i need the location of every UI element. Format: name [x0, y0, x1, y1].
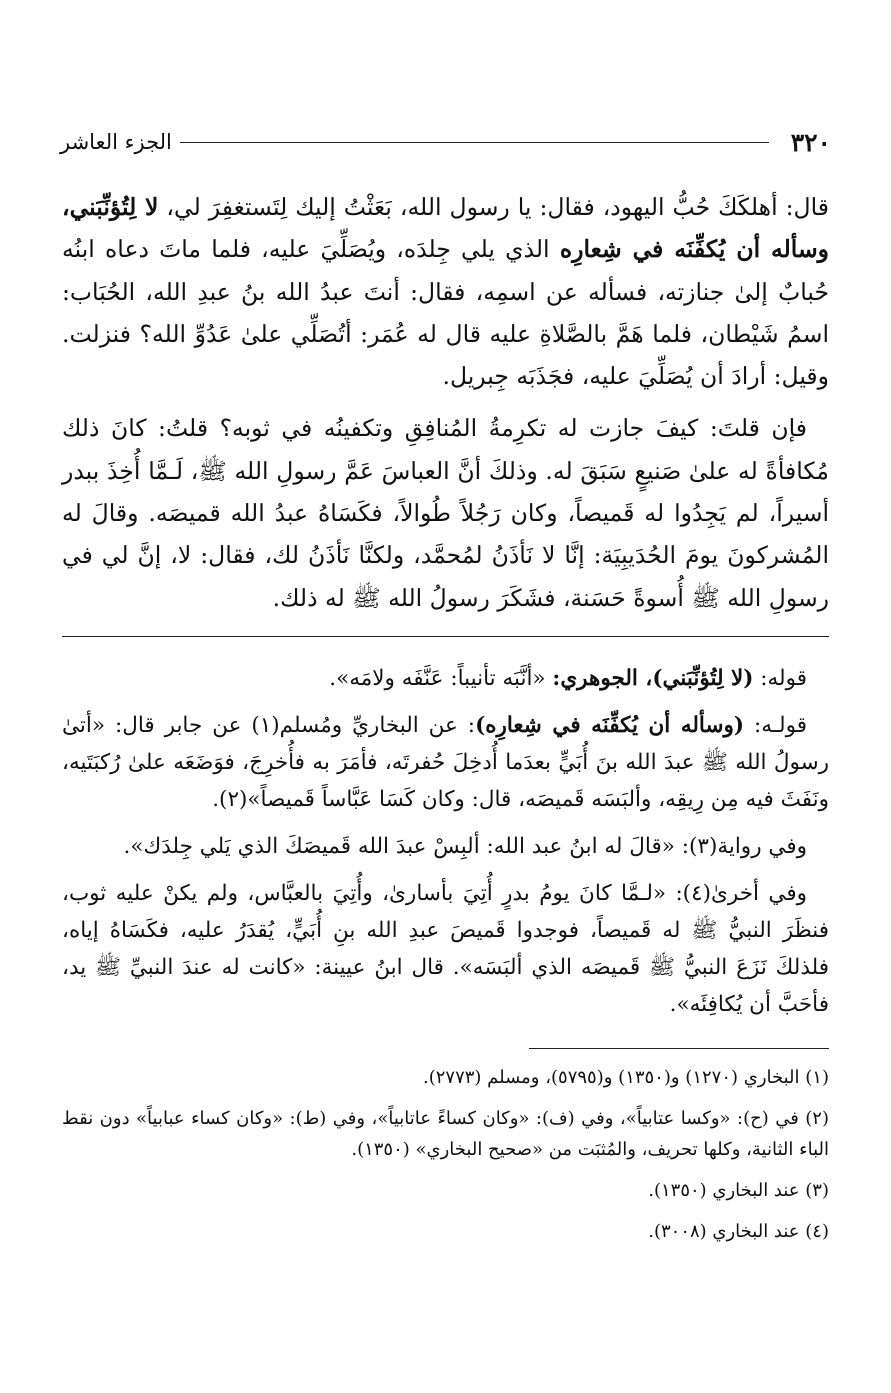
footnote-separator — [529, 1048, 829, 1049]
footnote-2: (٢) في (ح): «وكسا عتابياً»، وفي (ف): «وكان كساءً عاتابياً»، وفي (ط): «وكان كساء عبابياً» دون نقط الباء الثانية، وكلها تحريف، والمُثبَت من «صحيح البخاري» (١٣٥٠). — [62, 1108, 829, 1160]
commentary-note-1-prefix: قوله: — [753, 666, 807, 691]
commentary-separator — [62, 636, 829, 637]
commentary-note-2-lemma: (وسأله أن يُكفِّنَه في شِعارِه) — [475, 713, 745, 738]
page-header — [60, 122, 831, 162]
commentary-note-4: وفي أخرىٰ(٤): «لـمَّا كانَ يومُ بدرٍ أُتِيَ بأسارىٰ، وأُتِيَ بالعبَّاس، ولم يكنْ عليه ثوب، فنظَرَ النبيُّ ﷺ له قَميصاً، فوجدوا قَميصَ عبدِ الله بنِ أُبَيٍّ، يُقدَرُ عليه، فكَسَاهُ إياه، فلذلكَ نَزَعَ النبيُّ ﷺ قَميصَه الذي ألبَسَه». قال ابنُ عيينة: «كانت له عندَ النبيِّ ﷺ يد، فأحَبَّ أن يُكافِئَه». — [62, 881, 829, 1017]
commentary-note-2-prefix: قولـه: — [744, 713, 807, 738]
page-number: ٣٢٠ — [790, 127, 831, 157]
footnote-3: (٣) عند البخاري (١٣٥٠). — [648, 1180, 829, 1201]
main-paragraph-1-start: قال: أهلكَكَ حُبُّ اليهود، فقال: يا رسول الله، بَعَثْتُ إليك لِتَستغفِرَ لي، — [158, 193, 829, 221]
commentary-note-1-text: «أنَّبَه تأنيباً: عَنَّفَه ولامَه». — [329, 666, 553, 691]
main-paragraph-1 — [62, 186, 829, 397]
footnote-4: (٤) عند البخاري (٣٠٠٨). — [648, 1221, 829, 1242]
commentary-note-2 — [62, 707, 829, 818]
footnotes — [62, 1062, 829, 1257]
commentary-note-1-lemma: (لا لِتُؤنِّبَني)، الجوهري: — [552, 666, 754, 691]
main-paragraph-1-end: الذي يلي جِلدَه، ويُصَلِّيَ عليه، فلما ماتَ دعاه ابنُه حُبابٌ إلىٰ جنازته، فسأله عن اسمِه، فقال: أنتَ عبدُ الله بنُ عبدِ الله، الحُبَاب: اسمُ شَيْطان، فلما هَمَّ بالصَّلاةِ عليه قال له عُمَر: أتُصَلِّي علىٰ عَدُوِّ الله؟ فنزلت. وقيل: أرادَ أن يُصَلِّيَ عليه، فجَذَبَه جِبريل. — [62, 235, 829, 391]
commentary-note-2-text: : عن البخاريِّ ومُسلم(١) عن جابر قال: «أتىٰ رسولُ الله ﷺ عبدَ الله بنَ أُبَيٍّ بعدَما أُدخِلَ حُفرتَه، فأمَرَ به فأُخرِجَ، فوَضَعَه علىٰ رُكبَتَيه، ونَفَثَ فيه مِن رِيقِه، وألبَسَه قَميصَه، قال: وكان كَسَا عَبَّاساً قَميصاً»(٢). — [62, 713, 829, 812]
commentary-note-1 — [62, 660, 829, 697]
footnote-1: (١) البخاري (١٢٧٠) و(١٣٥٠) و(٥٧٩٥)، ومسلم (٢٧٧٣). — [422, 1067, 829, 1088]
main-text — [62, 186, 829, 619]
main-paragraph-1-keyword: لا لِتُؤنِّبَني، وسأله أن يُكفِّنَه في شِعارِه — [62, 193, 830, 264]
commentary-note-3: وفي رواية(٣): «قالَ له ابنُ عبد الله: ألبِسْ عبدَ الله قَميصَكَ الذي يَلي جِلدَك». — [123, 834, 807, 859]
commentary — [62, 660, 829, 1033]
header-rule — [180, 142, 769, 143]
running-title: الجزء العاشر — [60, 130, 172, 154]
main-paragraph-2: فإن قلتَ: كيفَ جازت له تكرِمةُ المُنافِقِ وتكفينُه في ثوبه؟ قلتُ: كانَ ذلك مُكافأةً له علىٰ صَنيعٍ سَبَقَ له. وذلكَ أنَّ العباسَ عَمَّ رسولِ الله ﷺ، لَـمَّا أُخِذَ ببدر أسيراً، لم يَجِدُوا له قَميصاً، وكان رَجُلاً طُوالاً، فكَسَاهُ عبدُ الله قميصَه. وقالَ له المُشركونَ يومَ الحُدَيبِيَة: إنَّا لا نَأذَنُ لمُحمَّد، ولكنَّا نَأذَنُ لك، فقال: لا، إنَّ لي في رسولِ الله ﷺ أُسوةً حَسَنة، فشَكَرَ رسولُ الله ﷺ له ذلك. — [62, 414, 829, 612]
